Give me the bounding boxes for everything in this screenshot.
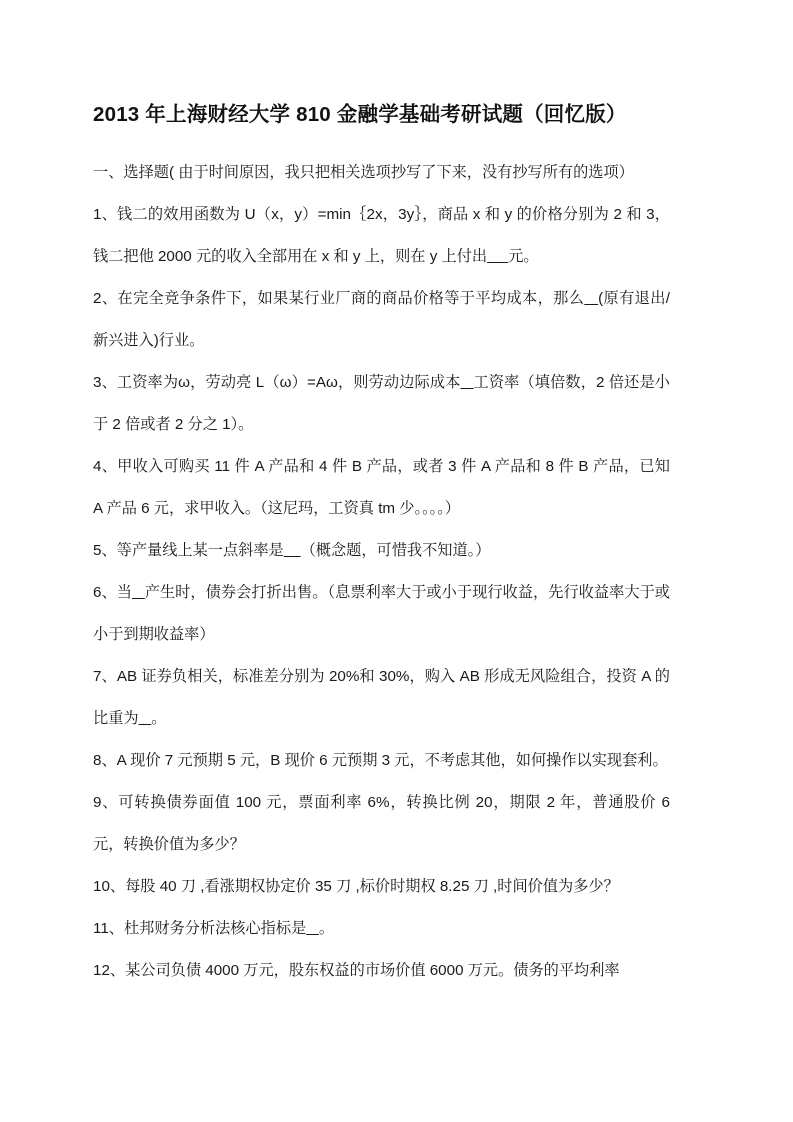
answer-blank xyxy=(284,542,301,559)
question-number: 5、 xyxy=(93,542,117,559)
question-text: 工资率为ω，劳动亮 L（ω）=Aω，则劳动边际成本 xyxy=(116,374,461,391)
question-number: 8、 xyxy=(93,752,117,769)
question-item-8 xyxy=(93,740,670,782)
question-item-11 xyxy=(93,908,670,950)
question-text: A 现价 7 元预期 5 元，B 现价 6 元预期 3 元，不考虑其他，如何操作以实现套利。 xyxy=(116,752,668,769)
answer-blank xyxy=(487,248,508,265)
question-text-tail: 。 xyxy=(151,710,167,727)
question-number: 9、 xyxy=(93,794,119,811)
question-text-tail: 元。 xyxy=(508,248,539,265)
question-item-5 xyxy=(93,530,670,572)
question-item-10 xyxy=(93,866,670,908)
question-number: 2、 xyxy=(93,290,118,307)
question-item-7 xyxy=(93,656,670,740)
answer-blank xyxy=(460,374,473,391)
question-text-tail: 产生时，债券会打折出售。（息票利率大于或小于现行收益，先行收益率大于或小于到期收益率） xyxy=(93,584,670,643)
question-text-tail: 。 xyxy=(318,920,335,937)
question-text-tail: (原有退出/新兴进入)行业。 xyxy=(93,290,670,349)
question-item-12 xyxy=(93,950,670,992)
section-heading: 一、选择题( 由于时间原因，我只把相关选项抄写了下来，没有抄写所有的选项） xyxy=(93,164,634,181)
question-item-9 xyxy=(93,782,670,866)
question-number: 10、 xyxy=(93,878,126,895)
question-text: 等产量线上某一点斜率是 xyxy=(116,542,284,559)
question-item-2 xyxy=(93,278,670,362)
answer-blank xyxy=(306,920,319,937)
question-text: 某公司负债 4000 万元，股东权益的市场价值 6000 万元。债务的平均利率 xyxy=(125,962,620,979)
question-text: 钱二的效用函数为 U（x，y）=min｛2x，3y｝，商品 x 和 y 的价格分别为 2 和 3，钱二把他 2000 元的收入全部用在 x 和 y 上，则在 y 上付出 xyxy=(93,206,670,265)
question-text: 甲收入可购买 11 件 A 产品和 4 件 B 产品，或者 3 件 A 产品和 8 件 B 产品，已知 A 产品 6 元，求甲收入。（这尼玛，工资真 tm 少。。。。） xyxy=(93,458,670,517)
page-title: 2013 年上海财经大学 810 金融学基础考研试题（回忆版） xyxy=(93,103,627,126)
question-text-tail: 工资率（填倍数，2 倍还是小于 2 倍或者 2 分之 1）。 xyxy=(93,374,670,433)
question-item-1 xyxy=(93,194,670,278)
question-item-3 xyxy=(93,362,670,446)
question-text: AB 证券负相关，标准差分别为 20%和 30%，购入 AB 形成无风险组合，投资 A 的比重为 xyxy=(93,668,670,727)
question-number: 1、 xyxy=(93,206,118,223)
answer-blank xyxy=(139,710,152,727)
question-number: 11、 xyxy=(93,920,124,937)
question-text: 每股 40 刀 ,看涨期权协定价 35 刀 ,标价时期权 8.25 刀 ,时间价值为多少？ xyxy=(125,878,619,895)
question-number: 6、 xyxy=(93,584,117,601)
question-text: 在完全竞争条件下，如果某行业厂商的商品价格等于平均成本，那么 xyxy=(117,290,585,307)
question-number: 4、 xyxy=(93,458,118,475)
question-number: 7、 xyxy=(93,668,117,685)
question-item-4 xyxy=(93,446,670,530)
question-number: 3、 xyxy=(93,374,117,391)
answer-blank xyxy=(132,584,145,601)
question-text: 杜邦财务分析法核心指标是 xyxy=(123,920,307,937)
question-text: 当 xyxy=(116,584,132,601)
question-item-6 xyxy=(93,572,670,656)
question-text: 可转换债券面值 100 元，票面利率 6%，转换比例 20，期限 2 年，普通股价 6 元，转换价值为多少？ xyxy=(93,794,670,853)
answer-blank xyxy=(584,290,598,307)
question-text-tail: （概念题，可惜我不知道。） xyxy=(300,542,491,559)
question-number: 12、 xyxy=(93,962,126,979)
